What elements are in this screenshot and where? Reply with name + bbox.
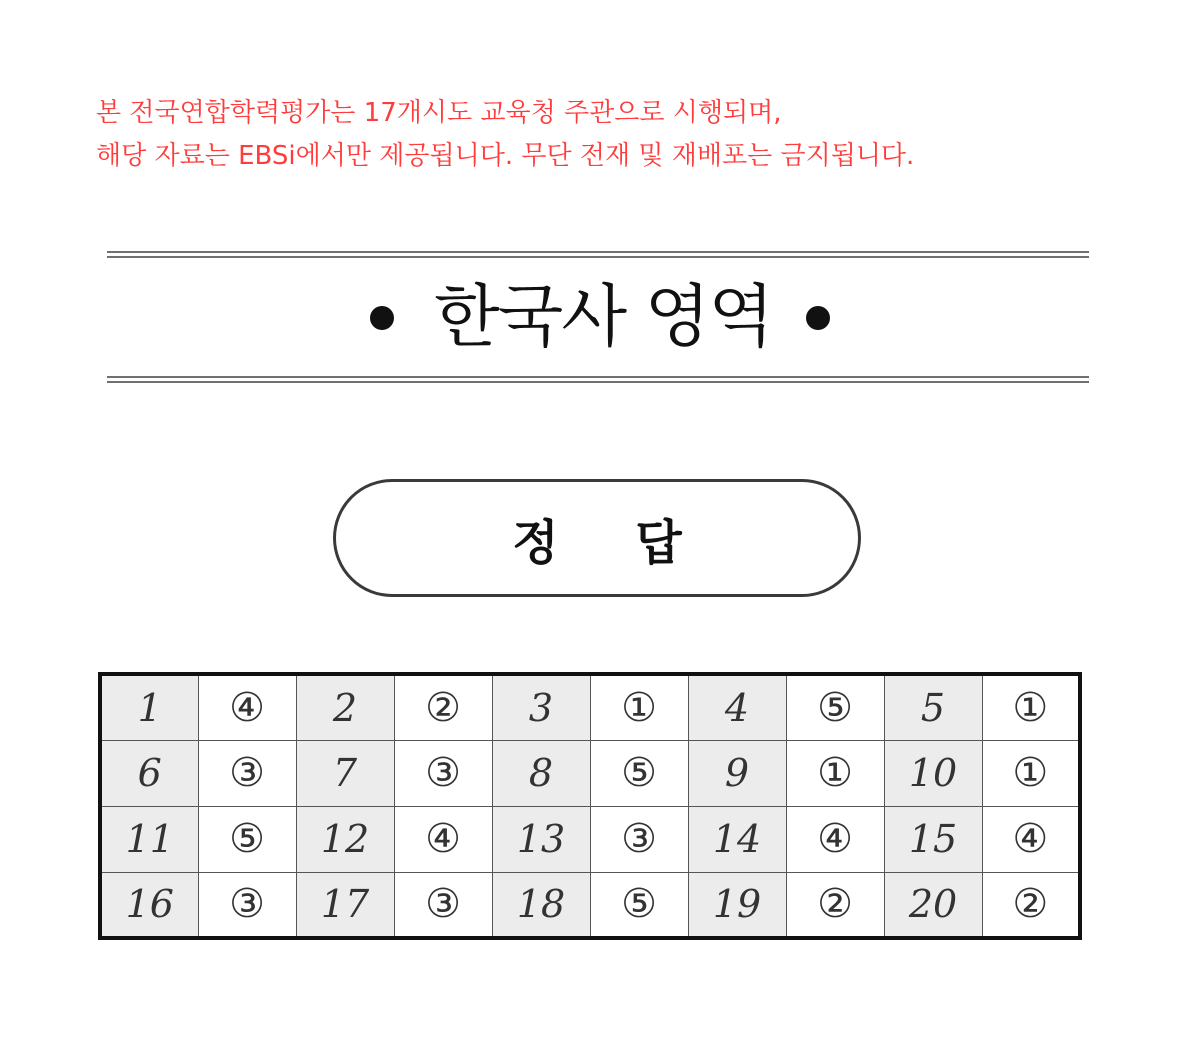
answer-choice: ③: [198, 872, 296, 938]
bullet-right-icon: [806, 306, 830, 330]
title-rule-top: [107, 251, 1089, 258]
question-number: 9: [688, 740, 786, 806]
question-number: 14: [688, 806, 786, 872]
answer-choice: ②: [982, 872, 1080, 938]
question-number: 5: [884, 674, 982, 740]
question-number: 1: [100, 674, 198, 740]
question-number: 11: [100, 806, 198, 872]
answer-choice: ⑤: [786, 674, 884, 740]
answer-choice: ①: [982, 674, 1080, 740]
bullet-left-icon: [370, 306, 394, 330]
table-row: [100, 674, 1080, 740]
question-number: 7: [296, 740, 394, 806]
question-number: 6: [100, 740, 198, 806]
question-number: 19: [688, 872, 786, 938]
answer-choice: ⑤: [198, 806, 296, 872]
notice-line-1: 본 전국연합학력평가는 17개시도 교육청 주관으로 시행되며,: [96, 98, 782, 128]
table-row: [100, 740, 1080, 806]
answer-label-box: [333, 479, 861, 597]
answer-table: [98, 672, 1082, 940]
question-number: 4: [688, 674, 786, 740]
table-row: [100, 872, 1080, 938]
title-banner: [0, 266, 1200, 370]
answer-choice: ①: [590, 674, 688, 740]
answer-choice: ①: [786, 740, 884, 806]
answer-choice: ③: [394, 740, 492, 806]
answer-choice: ⑤: [590, 740, 688, 806]
question-number: 2: [296, 674, 394, 740]
question-number: 12: [296, 806, 394, 872]
answer-label: 정 답: [512, 514, 712, 571]
question-number: 10: [884, 740, 982, 806]
copyright-notice: [96, 92, 1156, 178]
answer-choice: ①: [982, 740, 1080, 806]
question-number: 13: [492, 806, 590, 872]
question-number: 17: [296, 872, 394, 938]
notice-line-2: 해당 자료는 EBSi에서만 제공됩니다. 무단 전재 및 재배포는 금지됩니다.: [96, 141, 915, 171]
answer-choice: ④: [198, 674, 296, 740]
answer-choice: ④: [982, 806, 1080, 872]
answer-choice: ④: [394, 806, 492, 872]
answer-choice: ④: [786, 806, 884, 872]
answer-choice: ③: [590, 806, 688, 872]
answer-choice: ②: [786, 872, 884, 938]
answer-choice: ③: [394, 872, 492, 938]
answer-choice: ②: [394, 674, 492, 740]
question-number: 20: [884, 872, 982, 938]
question-number: 15: [884, 806, 982, 872]
question-number: 8: [492, 740, 590, 806]
question-number: 18: [492, 872, 590, 938]
answer-choice: ⑤: [590, 872, 688, 938]
page-title: 한국사 영역: [433, 278, 773, 357]
table-row: [100, 806, 1080, 872]
question-number: 16: [100, 872, 198, 938]
question-number: 3: [492, 674, 590, 740]
title-rule-bottom: [107, 376, 1089, 383]
answer-choice: ③: [198, 740, 296, 806]
